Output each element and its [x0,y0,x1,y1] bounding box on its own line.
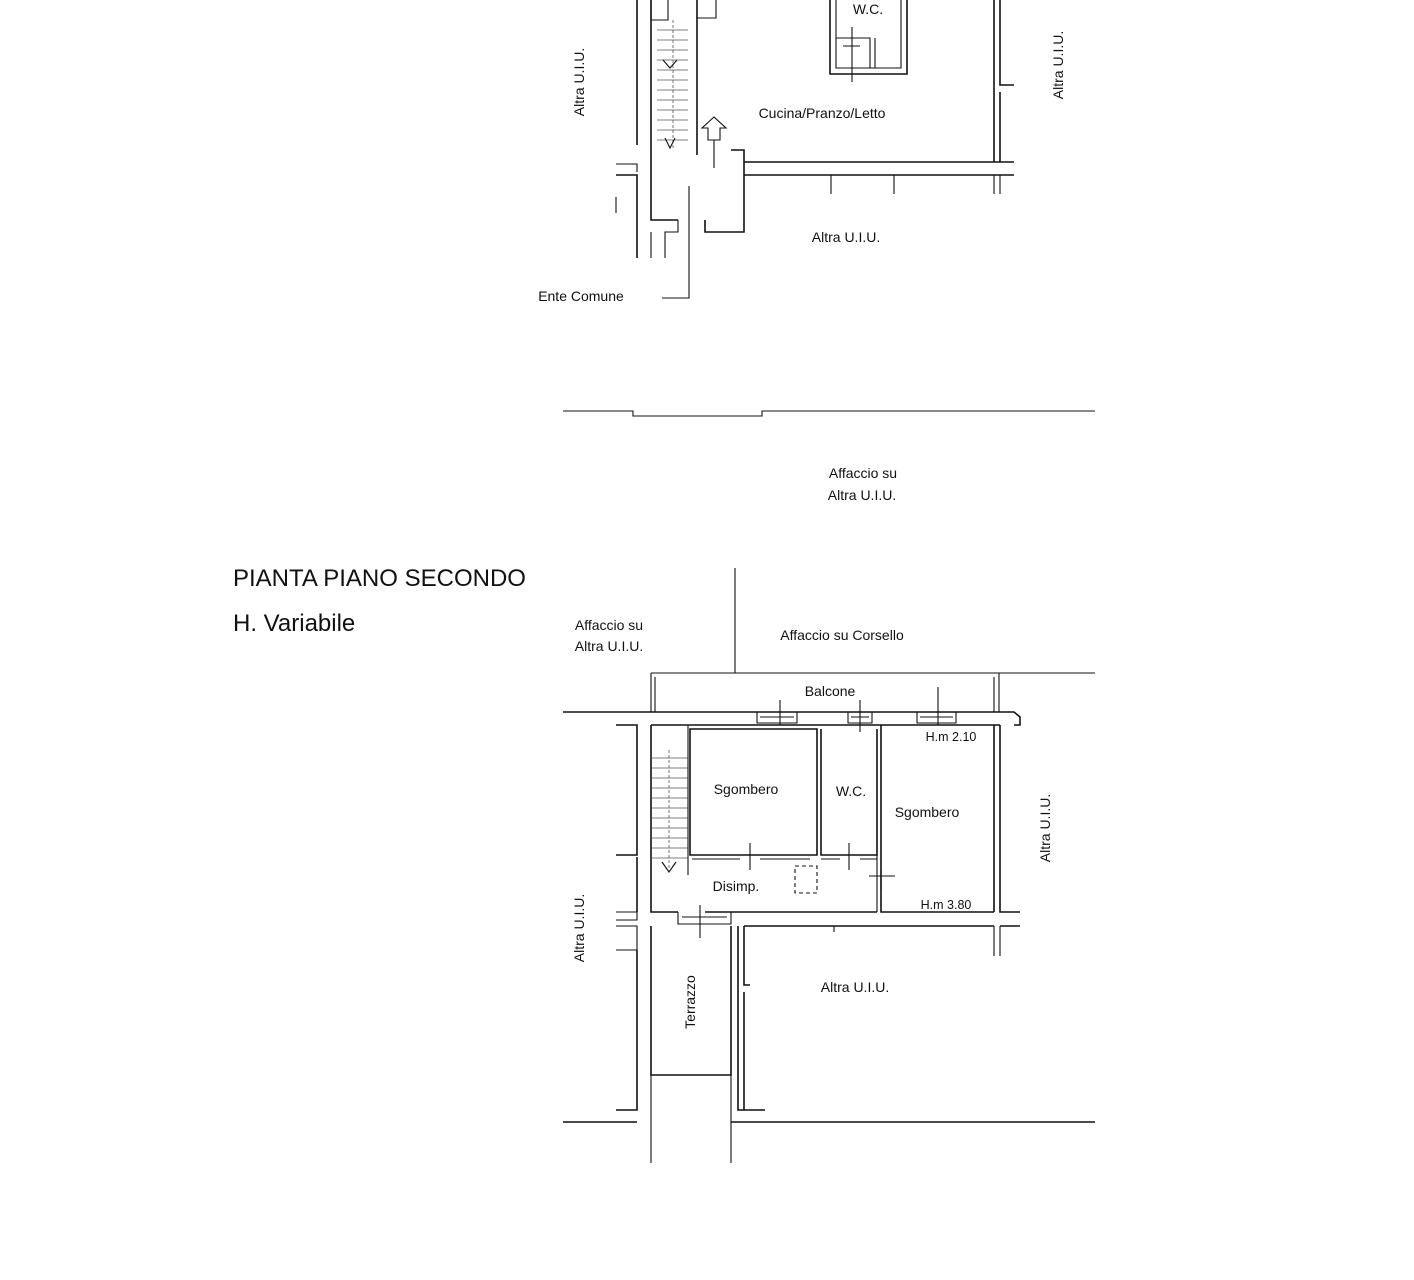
landing-label: Disimp. [712,878,760,894]
lower-wc-label: W.C. [835,783,867,799]
height-bottom-label: H.m 3.80 [920,898,972,912]
kitchen-label: Cucina/Pranzo/Letto [758,105,886,121]
upper-floor-plan [616,0,1014,298]
stair-treads-upper [657,20,688,150]
common-area-label: Ente Comune [538,288,624,304]
storage-left-label: Sgombero [713,781,779,797]
overlook-line-1: Affaccio su [828,465,898,481]
upper-other-unit-left-label: Altra U.I.U. [571,47,587,117]
overlook-line-2: Altra U.I.U. [827,487,897,503]
upper-wc-label: W.C. [852,1,884,17]
stair-treads-lower [651,750,688,870]
lower-other-unit-right-label: Altra U.I.U. [1037,793,1053,863]
upper-other-unit-right-label: Altra U.I.U. [1050,30,1066,100]
lower-other-unit-left-label: Altra U.I.U. [571,893,587,963]
overlook-left-line-1: Affaccio su [574,617,644,633]
upper-other-unit-bottom-label: Altra U.I.U. [811,229,881,245]
overlook-corsello-label: Affaccio su Corsello [780,627,904,643]
storage-right-label: Sgombero [894,804,960,820]
plan-subtitle: H. Variabile [233,610,356,637]
height-top-label: H.m 2.10 [925,730,977,744]
second-floor-plan [563,568,1095,1163]
skylight-icon [795,866,817,893]
plan-title: PIANTA PIANO SECONDO [233,565,526,592]
balcony-label: Balcone [804,683,856,699]
terrace-label: Terrazzo [682,975,698,1029]
lower-other-unit-bottom-label: Altra U.I.U. [820,979,890,995]
section-boundary-line [563,411,1095,416]
overlook-left-line-2: Altra U.I.U. [574,638,644,654]
stair-arrow-icon [663,60,677,148]
up-arrow-icon [702,117,726,140]
